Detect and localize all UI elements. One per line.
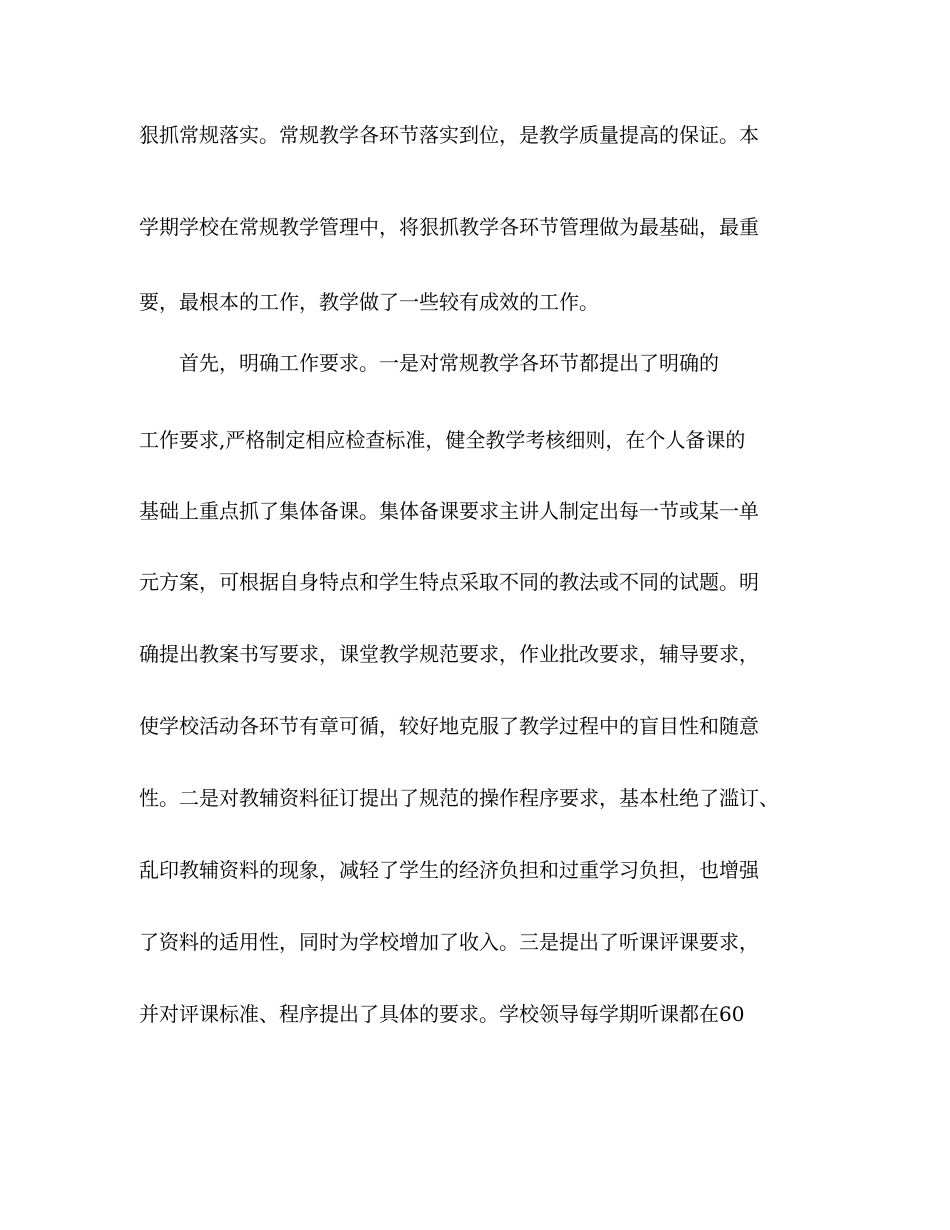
text-line: 元方案，可根据自身特点和学生特点采取不同的教法或不同的试题。明 <box>139 570 759 594</box>
text-line: 首先，明确工作要求。一是对常规教学各环节都提出了明确的 <box>139 351 719 375</box>
text-line: 并对评课标准、程序提出了具体的要求。学校领导每学期听课都在60 <box>139 1002 745 1026</box>
text-line: 工作要求,严格制定相应检查标准，健全教学考核细则，在个人备课的 <box>139 428 746 452</box>
text-line: 要，最根本的工作，教学做了一些较有成效的工作。 <box>139 290 599 314</box>
text-line: 了资料的适用性，同时为学校增加了收入。三是提出了听课评课要求， <box>139 930 759 954</box>
text-line: 使学校活动各环节有章可循，较好地克服了教学过程中的盲目性和随意 <box>139 714 759 738</box>
text-line: 乱印教辅资料的现象，减轻了学生的经济负担和过重学习负担，也增强 <box>139 858 759 882</box>
text-line: 基础上重点抓了集体备课。集体备课要求主讲人制定出每一节或某一单 <box>139 499 759 523</box>
text-line: 学期学校在常规教学管理中，将狠抓教学各环节管理做为最基础，最重 <box>139 215 759 239</box>
text-line: 确提出教案书写要求，课堂教学规范要求，作业批改要求，辅导要求， <box>139 642 759 666</box>
text-line: 狠抓常规落实。常规教学各环节落实到位，是教学质量提高的保证。本 <box>139 123 759 147</box>
text-line: 性。二是对教辅资料征订提出了规范的操作程序要求，基本杜绝了滥订、 <box>139 786 779 810</box>
